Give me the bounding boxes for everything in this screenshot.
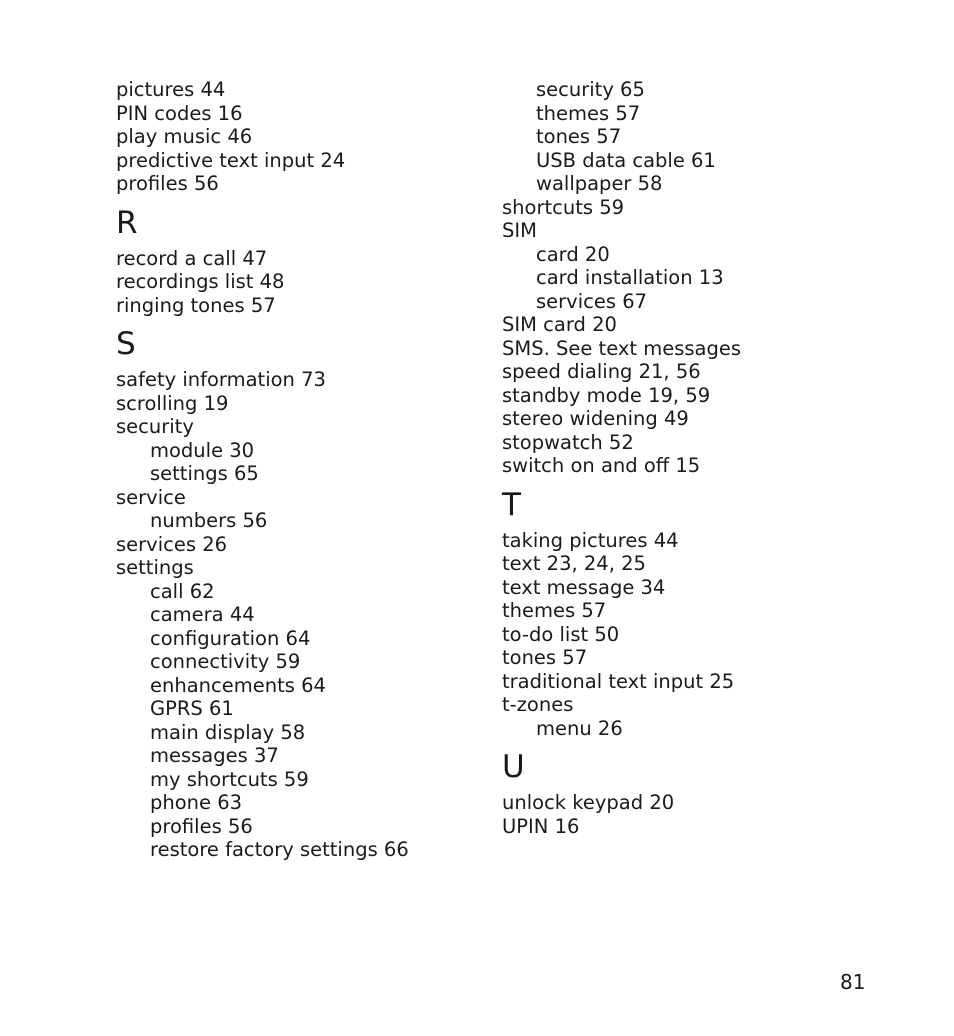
index-entry: record a call 47 <box>116 246 268 270</box>
index-subentry: USB data cable 61 <box>536 148 716 172</box>
index-entry: speed dialing 21, 56 <box>502 360 701 383</box>
index-entry: stereo widening 49 <box>502 407 689 430</box>
index-entry: settings <box>116 556 194 579</box>
index-entry: SIM <box>502 219 537 242</box>
index-entry: standby mode 19, 59 <box>502 383 711 407</box>
index-subentry: messages 37 <box>150 744 279 767</box>
index-entry: ringing tones 57 <box>116 293 276 317</box>
index-subentry: my shortcuts 59 <box>150 767 309 791</box>
index-entry: SIM card 20 <box>502 313 617 336</box>
index-entry: profiles 56 <box>116 172 219 195</box>
index-subentry: module 30 <box>150 438 255 462</box>
index-entry: scrolling 19 <box>116 391 229 415</box>
index-subentry: wallpaper 58 <box>536 172 663 195</box>
index-subentry: themes 57 <box>536 101 641 125</box>
index-entry: UPIN 16 <box>502 814 580 838</box>
index-subentry: card installation 13 <box>536 266 724 289</box>
index-entry: stopwatch 52 <box>502 430 634 454</box>
index-entry: pictures 44 <box>116 78 226 101</box>
index-subentry: enhancements 64 <box>150 673 326 697</box>
index-subentry: numbers 56 <box>150 509 268 532</box>
index-entry: text 23, 24, 25 <box>502 552 646 575</box>
index-entry: switch on and off 15 <box>502 454 701 477</box>
index-subentry: tones 57 <box>536 125 622 148</box>
index-entry: safety information 73 <box>116 368 326 391</box>
index-section-letter: S <box>116 326 136 362</box>
index-subentry: phone 63 <box>150 791 243 814</box>
index-column-left <box>116 78 496 862</box>
index-entry: tones 57 <box>502 646 588 669</box>
index-subentry: menu 26 <box>536 716 623 740</box>
index-entry: recordings list 48 <box>116 270 285 293</box>
index-entry: traditional text input 25 <box>502 669 735 693</box>
index-entry: taking pictures 44 <box>502 528 679 552</box>
index-entry: SMS. See text messages <box>502 336 742 360</box>
index-section-letter: R <box>116 204 138 241</box>
index-subentry: configuration 64 <box>150 626 311 650</box>
index-section-letter: U <box>502 749 525 785</box>
index-subentry: services 67 <box>536 289 648 313</box>
index-entry: services 26 <box>116 532 228 556</box>
index-entry: unlock keypad 20 <box>502 791 675 814</box>
index-section-letter: T <box>502 486 521 523</box>
index-entry: text message 34 <box>502 575 666 599</box>
index-entry: security <box>116 415 194 438</box>
index-subentry: security 65 <box>536 78 645 101</box>
index-entry: t-zones <box>502 693 574 716</box>
index-subentry: restore factory settings 66 <box>150 838 409 861</box>
index-entry: play music 46 <box>116 125 253 148</box>
index-subentry: profiles 56 <box>150 814 253 838</box>
index-subentry: settings 65 <box>150 462 259 485</box>
index-column-right <box>502 78 882 838</box>
index-entry: service <box>116 485 186 509</box>
index-subentry: camera 44 <box>150 603 255 626</box>
page-number: 81 <box>840 970 866 994</box>
index-subentry: main display 58 <box>150 720 306 744</box>
index-subentry: GPRS 61 <box>150 697 234 720</box>
index-subentry: connectivity 59 <box>150 650 301 673</box>
index-entry: predictive text input 24 <box>116 148 346 172</box>
index-entry: PIN codes 16 <box>116 101 243 125</box>
index-entry: themes 57 <box>502 599 607 622</box>
index-entry: to-do list 50 <box>502 622 620 646</box>
index-entry: shortcuts 59 <box>502 195 625 219</box>
index-subentry: call 62 <box>150 579 215 603</box>
index-subentry: card 20 <box>536 242 610 266</box>
